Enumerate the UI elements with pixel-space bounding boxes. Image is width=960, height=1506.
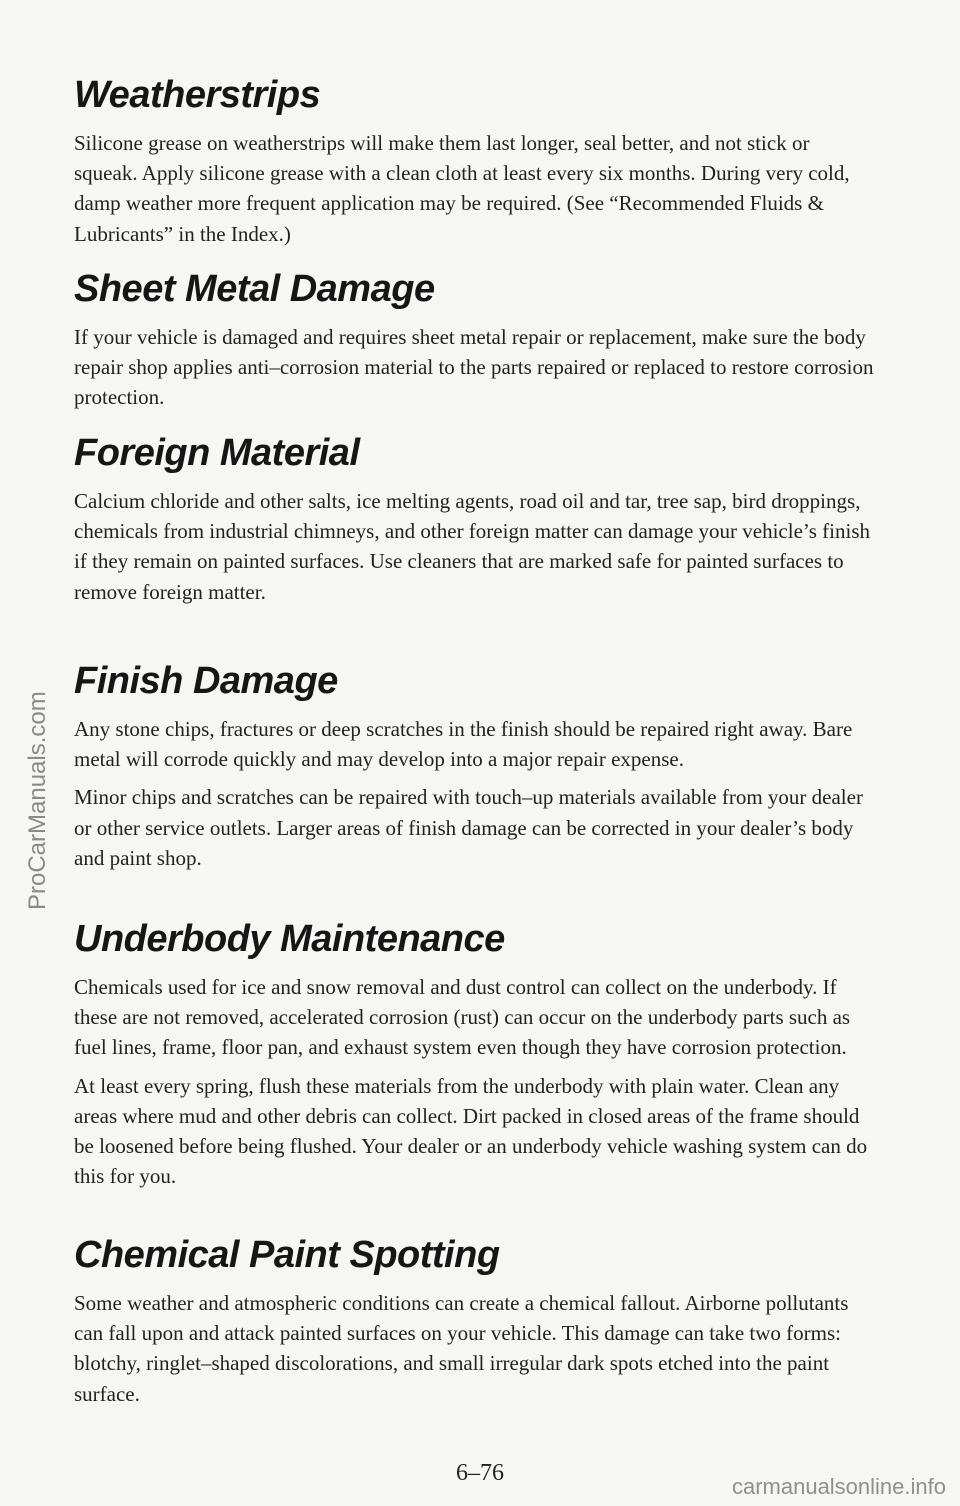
section-finish-damage: [74, 658, 874, 881]
section-underbody-maintenance: [74, 916, 874, 1199]
section-heading: Foreign Material: [74, 432, 360, 474]
section-heading: Sheet Metal Damage: [74, 268, 435, 310]
section-weatherstrips: [74, 72, 874, 257]
section-paragraph: If your vehicle is damaged and requires sheet metal repair or replacement, make sure the body repair shop applies anti–corrosion material to the parts repaired or replaced to restore corrosion protection.: [74, 325, 874, 410]
section-paragraph: Silicone grease on weatherstrips will make them last longer, seal better, and not stick or squeak. Apply silicone grease with a clean cloth at least every six months. During very cold, damp weather more frequent application may be required. (See “Recommended Fluids & Lubricants” in the Index.): [74, 131, 850, 246]
section-heading: Underbody Maintenance: [74, 918, 505, 960]
watermark-carmanualsonline: carmanualsonline.info: [731, 1474, 946, 1499]
watermark-procarmanuals: ProCarManuals.com: [24, 691, 51, 910]
section-chemical-paint-spotting: [74, 1232, 874, 1417]
section-paragraph: Any stone chips, fractures or deep scratches in the finish should be repaired right away. Bare metal will corrode quickly and may develop into a major repair expense.: [74, 717, 853, 772]
section-paragraph: Chemicals used for ice and snow removal and dust control can collect on the underbody. If these are not removed, accelerated corrosion (rust) can occur on the underbody parts such as fuel lines, frame, floor pan, and exhaust system even though they have corrosion protection.: [74, 975, 851, 1060]
section-heading: Finish Damage: [74, 660, 338, 702]
section-sheet-metal-damage: [74, 266, 874, 421]
section-heading: Chemical Paint Spotting: [74, 1234, 500, 1276]
section-paragraph: Calcium chloride and other salts, ice melting agents, road oil and tar, tree sap, bird droppings, chemicals from industrial chimneys, and other foreign matter can damage your vehicle’s finish if they remain on painted surfaces. Use cleaners that are marked safe for painted surfaces to remove foreign matter.: [74, 489, 870, 604]
section-paragraph: Minor chips and scratches can be repaired with touch–up materials available from your dealer or other service outlets. Larger areas of finish damage can be corrected in your dealer’s body and paint shop.: [74, 785, 863, 870]
section-heading: Weatherstrips: [74, 74, 321, 116]
section-paragraph: At least every spring, flush these materials from the underbody with plain water. Clean any areas where mud and other debris can collect. Dirt packed in closed areas of the frame should be loosened before being flushed. Your dealer or an underbody vehicle washing system can do this for you.: [74, 1073, 868, 1189]
section-foreign-material: [74, 430, 874, 615]
section-paragraph: Some weather and atmospheric conditions can create a chemical fallout. Airborne pollutants can fall upon and attack painted surfaces on your vehicle. This damage can take two forms: blotchy, ringlet–shaped discolorations, and small irregular dark spots etched into the paint surface.: [74, 1291, 849, 1406]
page-number: 6–76: [456, 1460, 504, 1486]
